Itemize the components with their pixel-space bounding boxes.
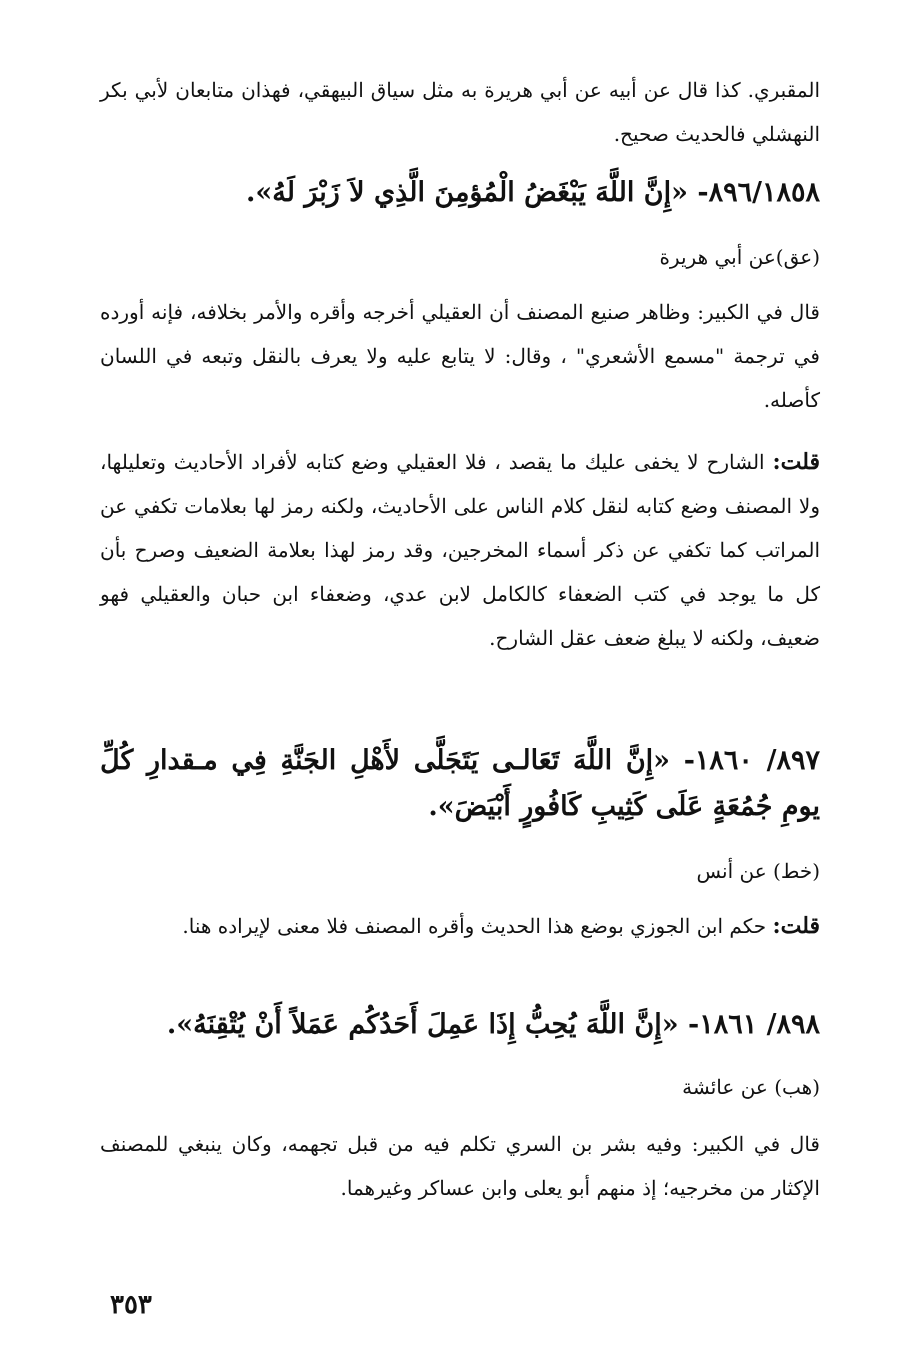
hadith-896-source: (عق)عن أبي هريرة	[659, 245, 820, 269]
paragraph-commentary-2	[100, 904, 820, 948]
qultu-label: قلت:	[772, 449, 820, 475]
hadith-897: ٨٩٧/ ١٨٦٠- «إِنَّ اللَّهَ تَعَالـى يَتَجَلَّى لأَهْلِ الجَنَّةِ فِي مـقدارِ كُلِّ يومِ جُمُعَةٍ عَلَى كَثِيبِ كَافُورٍ أَبْيَضَ».	[100, 745, 820, 822]
paragraph-commentary-1	[100, 440, 820, 660]
hadith-898-source: (هب) عن عائشة	[682, 1075, 820, 1099]
page-number: ٣٥٣	[110, 1290, 152, 1320]
hadith-897-source: (خط) عن أنس	[696, 859, 820, 883]
paragraph-kabir-2: قال في الكبير: وفيه بشر بن السري تكلم فيه من قبل تجهمه، وكان ينبغي للمصنف الإكثار من مخرجيه؛ إذ منهم أبو يعلى وابن عساكر وغيرهما.	[100, 1132, 820, 1200]
qultu-label: قلت:	[772, 913, 820, 939]
commentary-2-text: حكم ابن الجوزي بوضع هذا الحديث وأقره المصنف فلا معنى لإيراده هنا.	[182, 914, 773, 938]
paragraph-kabir-1: قال في الكبير: وظاهر صنيع المصنف أن العقيلي أخرجه وأقره والأمر بخلافه، فإنه أورده في ترجمة "مسمع الأشعري" ، وقال: لا يتابع عليه ولا يعرف بالنقل وتبعه في اللسان كأصله.	[100, 300, 820, 412]
paragraph-opening: المقبري. كذا قال عن أبيه عن أبي هريرة به مثل سياق البيهقي، فهذان متابعان لأبي بكر النهشلي فالحديث صحيح.	[100, 78, 820, 146]
hadith-898: ٨٩٨/ ١٨٦١- «إِنَّ اللَّهَ يُحِبُّ إِذَا عَمِلَ أَحَدُكُم عَمَلاً أَنْ يُتْقِنَهُ».	[166, 1009, 820, 1040]
hadith-896: ٨٩٦/١٨٥٨- «إِنَّ اللَّهَ يَبْغَضُ الْمُؤمِنَ الَّذِي لاَ زَبْرَ لَهُ».	[245, 177, 820, 208]
commentary-1-text: الشارح لا يخفى عليك ما يقصد ، فلا العقيلي وضع كتابه لأفراد الأحاديث وتعليلها، ولا المصنف وضع كتابه لنقل كلام الناس على الأحاديث، ولكنه رمز لها بعلامات تكفي عن المراتب كما تكفي عن ذكر أسماء المخرجين، وقد رمز لهذا بعلامة الضعيف وصرح بأن كل ما يوجد في كتب الضعفاء كالكامل لابن عدي، وضعفاء ابن حبان والعقيلي فهو ضعيف، ولكنه لا يبلغ ضعف عقل الشارح.	[100, 450, 820, 650]
